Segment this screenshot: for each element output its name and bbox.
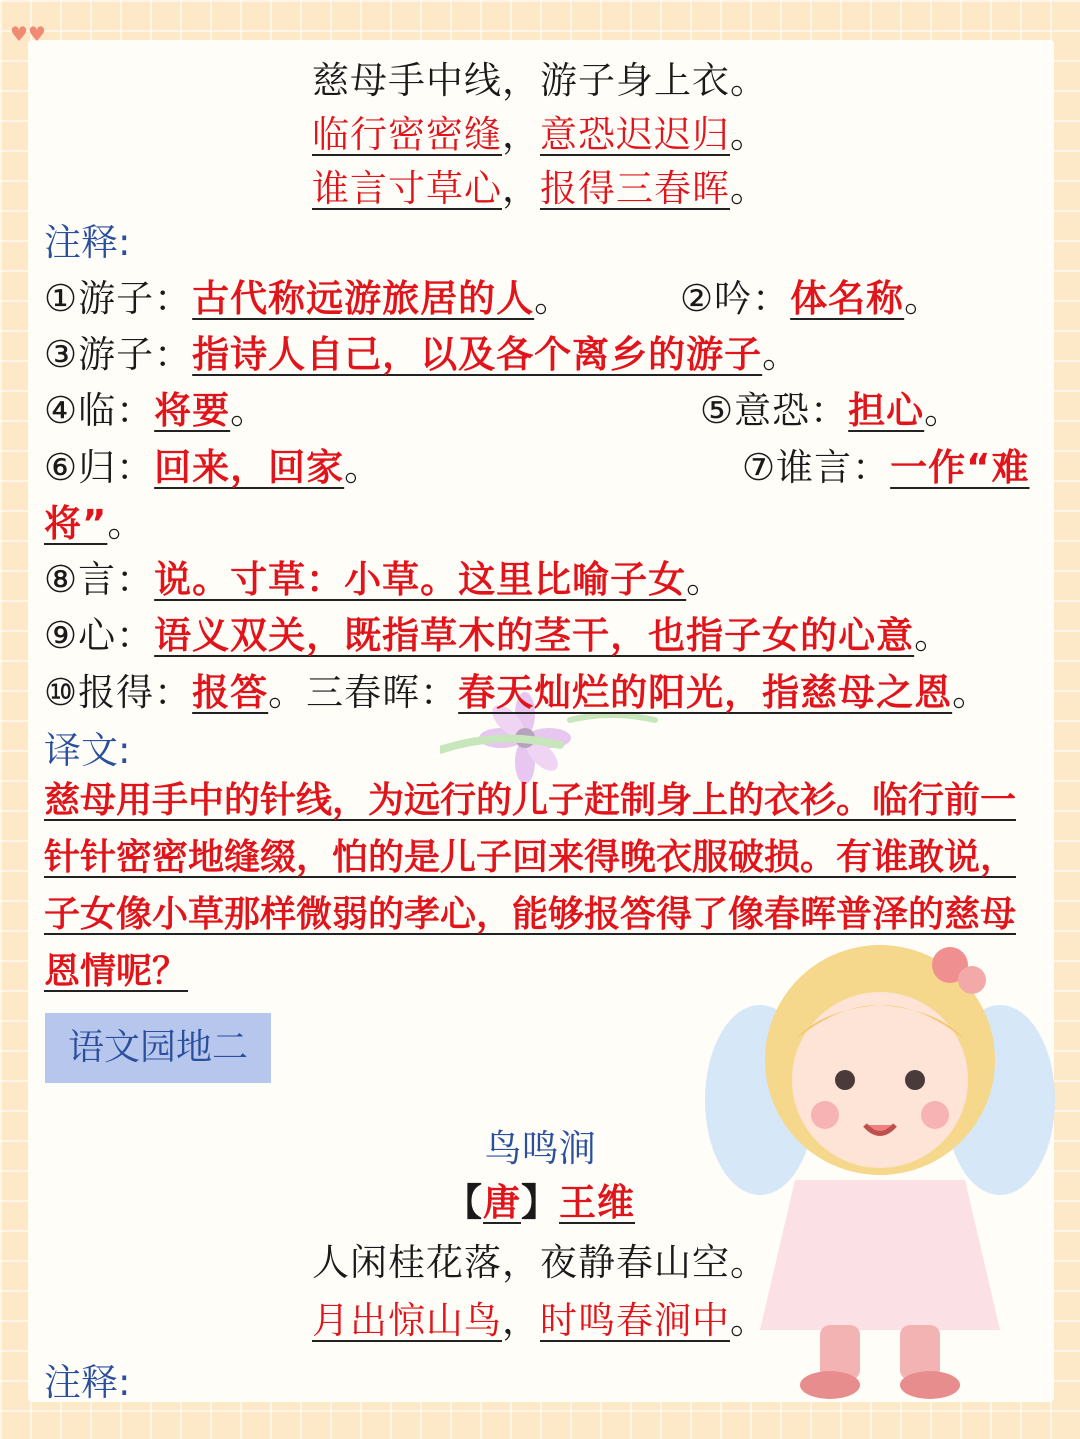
note-9 [44, 605, 952, 659]
note-7 [742, 437, 1030, 491]
note-text: 说。寸草：小草。这里比喻子女 [154, 558, 687, 601]
poem2-notes-heading: 注释: [44, 1361, 131, 1404]
note-3 [44, 324, 800, 378]
note-8 [44, 549, 724, 603]
punct: 。 [924, 389, 963, 432]
note-text: 指诗人自己，以及各个离乡的游子 [192, 333, 763, 376]
note-label: ⑤意恐： [700, 389, 849, 432]
note-text: 担心 [848, 389, 925, 432]
punct: 。 [730, 113, 768, 156]
note-1 [44, 268, 572, 322]
note-label: ⑦谁言： [742, 446, 891, 489]
punct: 。 [686, 558, 725, 601]
punct: 。 [904, 277, 943, 320]
poem2-author [0, 1172, 1080, 1226]
note-5 [700, 380, 962, 434]
note-text: 体名称 [790, 277, 905, 320]
note-label: ①游子： [44, 277, 193, 320]
poem2-line-2 [0, 1290, 1080, 1344]
note-4 [44, 380, 268, 434]
note-6 [44, 437, 382, 491]
punct: 。 [952, 671, 991, 714]
poem-line-3-part-a: 谁言寸草心 [312, 167, 502, 210]
note-text: 一作“难 [890, 446, 1030, 489]
note-label: ⑥归： [44, 446, 155, 489]
note-label: ②吟： [680, 277, 791, 320]
bracket: 】 [521, 1181, 559, 1224]
note-text: 古代称远游旅居的人 [192, 277, 535, 320]
poem2-line-2-part-a: 月出惊山鸟 [312, 1299, 502, 1342]
poem-line-2-part-a: 临行密密缝 [312, 113, 502, 156]
note-text: 回来，回家 [154, 446, 345, 489]
poem-line-3-part-b: 报得三春晖 [540, 167, 730, 210]
translation-heading: 译文: [44, 729, 131, 772]
poem2-line-1: 人闲桂花落，夜静春山空。 [312, 1241, 768, 1284]
punct: ， [502, 113, 540, 156]
punct: 。 [730, 167, 768, 210]
punct: 。 [230, 389, 269, 432]
punct: 。 [344, 446, 383, 489]
note-text: 报答 [192, 671, 269, 714]
poem-line-3 [0, 158, 1080, 212]
poem2-title: 鸟鸣涧 [484, 1127, 596, 1170]
note-2 [680, 268, 942, 322]
note-label: ⑧言： [44, 558, 155, 601]
poem-line-1: 慈母手中线，游子身上衣。 [312, 59, 768, 102]
note-label: ⑨心： [44, 614, 155, 657]
note-text: 将要 [154, 389, 231, 432]
poem2-line-2-part-b: 时鸣春涧中 [540, 1299, 730, 1342]
bracket: 【 [445, 1181, 483, 1224]
poem2-author-name: 王维 [559, 1181, 635, 1224]
note-text: 将” [44, 502, 108, 545]
section-badge: 语文园地二 [45, 1013, 271, 1083]
note-label: ⑩报得： [44, 671, 193, 714]
note-text: 语义双关，既指草木的茎干，也指子女的心意 [154, 614, 915, 657]
punct: 。 [730, 1299, 768, 1342]
punct: ， [502, 1299, 540, 1342]
note-label: ③游子： [44, 333, 193, 376]
notes-heading: 注释: [44, 221, 131, 264]
punct: ， [502, 167, 540, 210]
note-7-cont [44, 493, 145, 547]
poem2-dynasty: 唐 [483, 1181, 521, 1224]
punct: 。 [762, 333, 801, 376]
punct: 。 [534, 277, 573, 320]
punct: 。 [914, 614, 953, 657]
punct: 。 [107, 502, 146, 545]
translation-text [44, 772, 1034, 1000]
note-text: 春天灿烂的阳光，指慈母之恩 [458, 671, 953, 714]
note-label: 。三春晖： [268, 671, 459, 714]
note-label: ④临： [44, 389, 155, 432]
poem-line-2 [0, 104, 1080, 158]
translation-body: 慈母用手中的针线，为远行的儿子赶制身上的衣衫。临行前一针针密密地缝缀，怕的是儿子回来得晚衣服破损。有谁敢说，子女像小草那样微弱的孝心，能够报答得了像春晖普泽的慈母恩情呢？ [44, 780, 1017, 992]
note-10 [44, 662, 990, 716]
hearts-icon: ♥♥ [10, 22, 46, 46]
poem-line-2-part-b: 意恐迟迟归 [540, 113, 730, 156]
